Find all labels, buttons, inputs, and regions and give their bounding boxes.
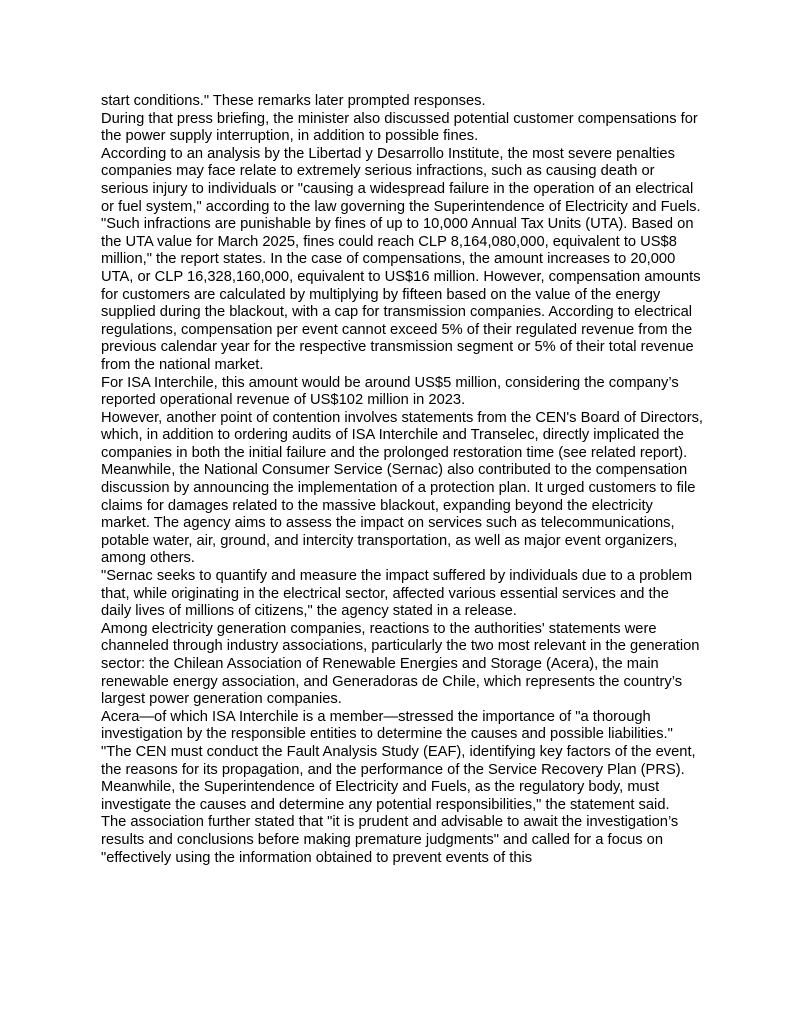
document-page bbox=[101, 93, 703, 867]
paragraph: For ISA Interchile, this amount would be around US$5 million, considering the company’s reported operational revenue of US$102 million in 2023. bbox=[101, 374, 679, 409]
paragraph: The association further stated that "it is prudent and advisable to await the investigation’s results and conclusions before making premature judgments" and called for a focus on "effectively using the information obtained to prevent events of this bbox=[101, 814, 679, 866]
paragraph: However, another point of contention involves statements from the CEN's Board of Directors, which, in addition to ordering audits of ISA Interchile and Transelec, directly implicated the companies in both the initial failure and the prolonged restoration time (see related report). bbox=[101, 409, 704, 461]
paragraph: "Sernac seeks to quantify and measure the impact suffered by individuals due to a problem that, while originating in the electrical sector, affected various essential services and the daily lives of millions of citizens," the agency stated in a release. bbox=[101, 568, 693, 620]
paragraph: Meanwhile, the National Consumer Service (Sernac) also contributed to the compensation discussion by announcing the implementation of a protection plan. It urged customers to file claims for damages related to the massive blackout, expanding beyond the electricity market. The agency aims to assess the impact on services such as telecommunications, potable water, air, ground, and intercity transportation, as well as major event organizers, among others. bbox=[101, 462, 696, 567]
paragraph: According to an analysis by the Libertad y Desarrollo Institute, the most severe penalties companies may face relate to extremely serious infractions, such as causing death or serious injury to individuals or "causing a widespread failure in the operation of an electrical or fuel system," according to the law governing the Superintendence of Electricity and Fuels. bbox=[101, 145, 701, 215]
paragraph: Among electricity generation companies, reactions to the authorities' statements were channeled through industry associations, particularly the two most relevant in the generation sector: the Chilean Association of Renewable Energies and Storage (Acera), the main renewable energy association, and Generadoras de Chile, which represents the country’s largest power generation companies. bbox=[101, 620, 700, 708]
paragraph: "The CEN must conduct the Fault Analysis Study (EAF), identifying key factors of the event, the reasons for its propagation, and the performance of the Service Recovery Plan (PRS). Meanwhile, the Superintendence of Electricity and Fuels, as the regulatory body, must investigate the causes and determine any potential responsibilities," the statement said. bbox=[101, 743, 696, 813]
paragraph: "Such infractions are punishable by fines of up to 10,000 Annual Tax Units (UTA). Based on the UTA value for March 2025, fines could reach CLP 8,164,080,000, equivalent to US$8 million," the report states. In the case of compensations, the amount increases to 20,000 UTA, or CLP 16,328,160,000, equivalent to US$16 million. However, compensation amounts for customers are calculated by multiplying by fifteen based on the value of the energy supplied during the blackout, with a cap for transmission companies. According to electrical regulations, compensation per event cannot exceed 5% of their regulated revenue from the previous calendar year for the respective transmission segment or 5% of their total revenue from the national market. bbox=[101, 216, 701, 373]
paragraph: Acera—of which ISA Interchile is a member—stressed the importance of "a thorough investigation by the responsible entities to determine the causes and possible liabilities." bbox=[101, 708, 673, 743]
paragraph: During that press briefing, the minister also discussed potential customer compensations for the power supply interruption, in addition to possible fines. bbox=[101, 110, 698, 145]
paragraph: start conditions." These remarks later prompted responses. bbox=[101, 93, 486, 109]
